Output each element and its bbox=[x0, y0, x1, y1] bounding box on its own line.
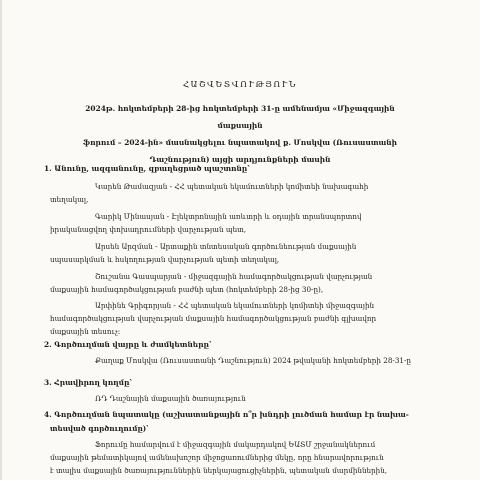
section-heading-2: 2. Գործուղման վայրը և ժամկետները՝ bbox=[44, 340, 212, 349]
body-line: ՌԴ Դաշնային մաքսային ծառայություն bbox=[95, 394, 246, 403]
section-heading-1: 1. Անունը, ազգանունը, զբաղեցրած պաշտոնը՝ bbox=[44, 164, 250, 173]
section-heading-3: 3. Հրավիրող կողմը՝ bbox=[44, 378, 132, 387]
subtitle-line: Դաշնություն) այցի արդյունքների մասին bbox=[149, 155, 331, 164]
body-line: մաքսային տեսուչ: bbox=[50, 327, 121, 336]
body-line: Կարեն Թամազյան - ՀՀ պետական եկամուտների կոմիտեի նախագահի bbox=[95, 182, 369, 191]
subtitle-line: 2024թ. հոկտեմբերի 28-ից հոկտեմբերի 31-ը ամենամյա «Միջազգային մաքսային bbox=[85, 104, 395, 130]
body-line: համագործակցության վարչության մաքսային համագործակցության բաժնի գլխավոր bbox=[50, 314, 377, 323]
body-line: Քաղաք Մոսկվա (Ռուսաստանի Դաշնություն) 2024 թվականի հոկտեմբերի 28-31-ը bbox=[95, 356, 412, 365]
page-edge-left bbox=[0, 0, 2, 480]
body-line: մաքսային թեմատիկայով ամենախոշոր միջոցառումներից մեկը, որը հնարավորություն bbox=[50, 453, 384, 462]
body-line: իրականացվող փոխադրումների վարչության պետ, bbox=[50, 225, 247, 234]
body-line: Շուշանա Գասպարյան - միջազգային համագործակցության վարչության bbox=[95, 272, 373, 281]
document-title: ՀԱՇՎԵՏՎՈՒԹՅՈՒՆ bbox=[182, 80, 298, 90]
body-line: Արփինե Գրիգորյան - ՀՀ պետական եկամուտների կոմիտեի միջազգային bbox=[95, 301, 375, 310]
body-line: տեղակալ, bbox=[50, 195, 89, 204]
body-line: սպասարկման և հսկողության վարչության պետի տեղակալ, bbox=[50, 255, 280, 264]
section-heading-4-cont: տեսված գործուղումը)՝ bbox=[50, 424, 149, 433]
body-line: Արսեն Արզման - Արտաքին տնտեսական գործունեության մաքսային bbox=[95, 242, 357, 251]
body-line: մաքսային համագործակցության բաժնի պետ (հոկտեմբերի 28-ից 30-ը), bbox=[50, 285, 324, 294]
document-subtitle bbox=[66, 100, 414, 168]
body-line: է տալիս մաքսային ծառայություններին ներկայացուցիչներին, պետական մարմիններին, bbox=[50, 466, 388, 475]
subtitle-line: ֆորում – 2024-ին» մասնակցելու նպատակով ք. Մոսկվա (Ռուսաստանի bbox=[83, 138, 397, 147]
body-line: Գարիկ Մինասյան - Էլեկտրոնային առևտրի և օդային տրանսպորտով bbox=[95, 212, 362, 221]
body-line: Ֆորումը համարվում է միջազգային մակարդակով ԵԱՏՄ շրջանակներում bbox=[95, 440, 376, 449]
section-heading-4: 4. Գործուղման նպատակը (աշխատանքային ո՞ր խնդրի լուծման համար էր նախա- bbox=[44, 410, 409, 419]
